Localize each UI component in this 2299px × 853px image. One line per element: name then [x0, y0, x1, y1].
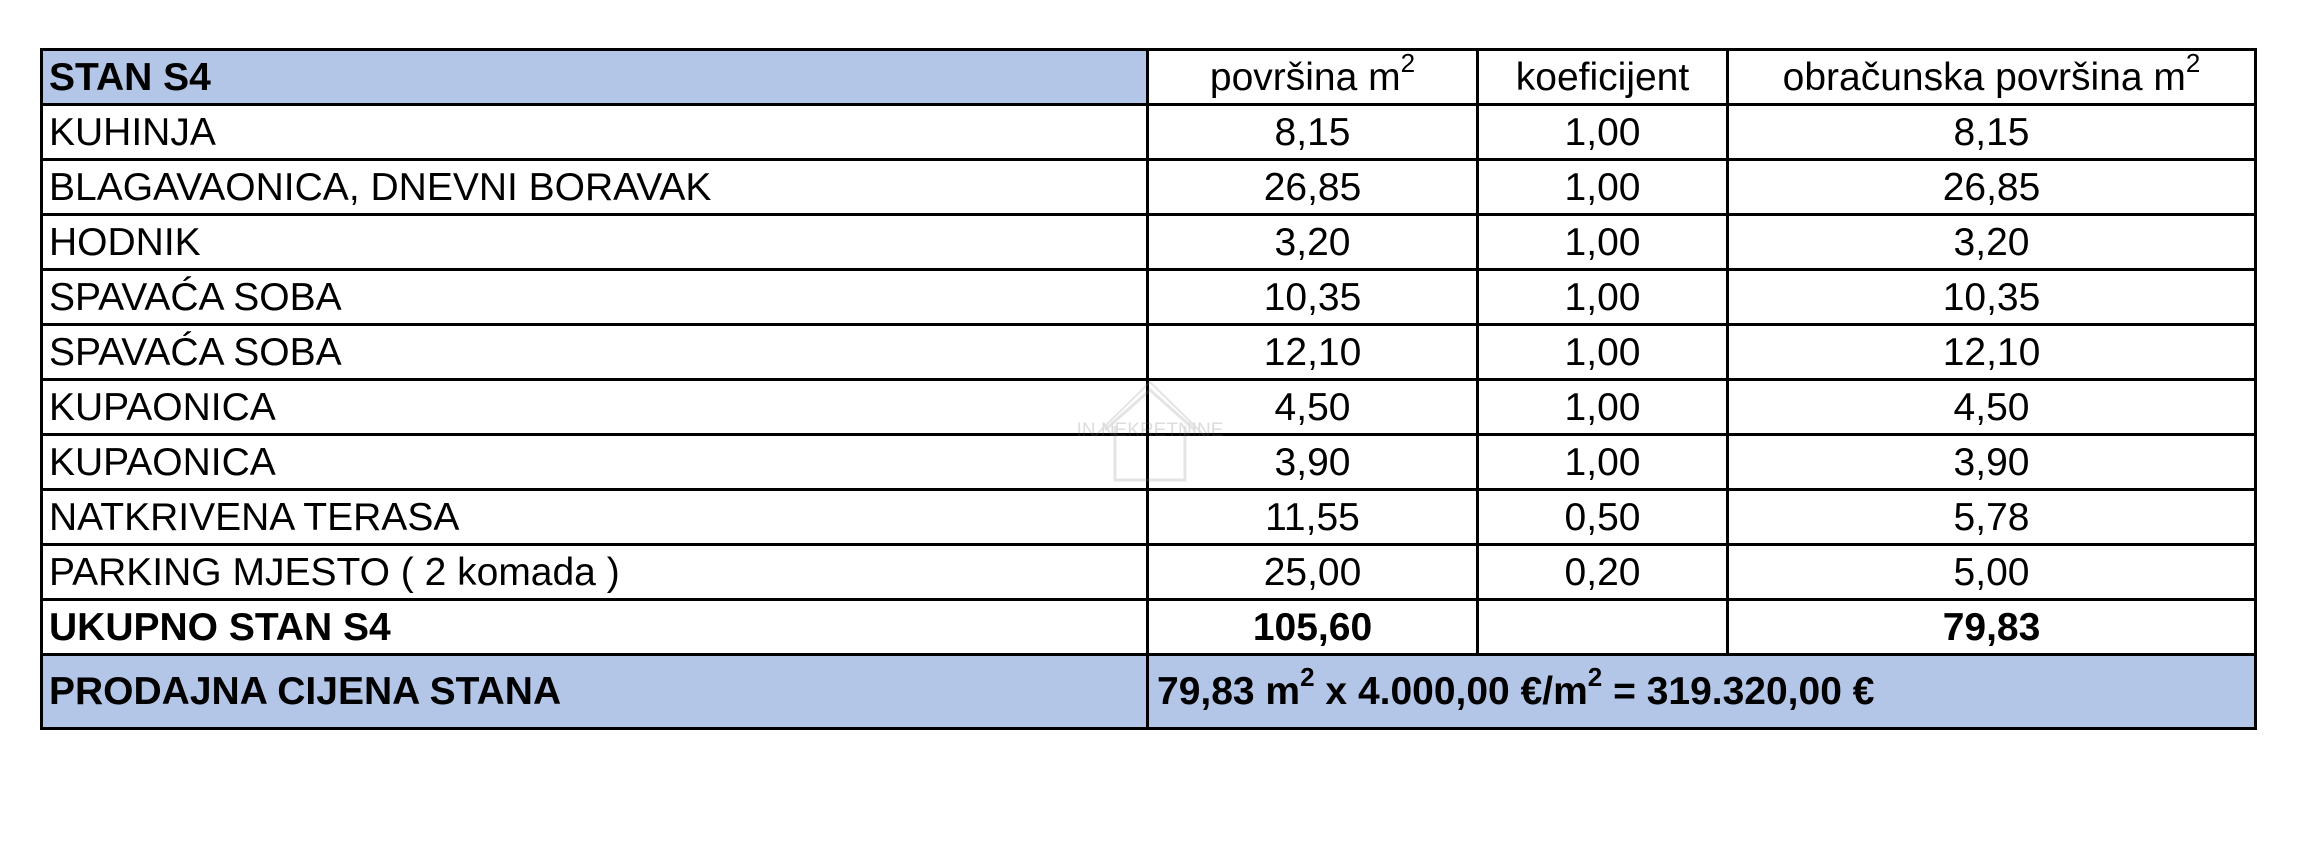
price-formula-part3: = 319.320,00 €	[1602, 670, 1875, 713]
watermark-text: IN NEKRETNINE	[1076, 420, 1224, 441]
column-header-area-label: površina m	[1209, 55, 1401, 99]
apartment-title: STAN S4	[42, 50, 1148, 105]
table-row	[42, 380, 2256, 435]
room-name: KUPAONICA	[42, 380, 1148, 435]
table-row	[42, 105, 2256, 160]
room-coefficient: 1,00	[1478, 105, 1728, 160]
room-name: KUPAONICA	[42, 435, 1148, 490]
table-row	[42, 435, 2256, 490]
room-coefficient: 1,00	[1478, 160, 1728, 215]
room-calc-area: 12,10	[1728, 325, 2256, 380]
total-coefficient	[1478, 600, 1728, 655]
header-row	[42, 50, 2256, 105]
column-header-coefficient: koeficijent	[1478, 50, 1728, 105]
room-coefficient: 1,00	[1478, 325, 1728, 380]
room-coefficient: 0,20	[1478, 545, 1728, 600]
price-formula-part1: 79,83 m	[1157, 670, 1301, 713]
table-row	[42, 215, 2256, 270]
room-area: 12,10	[1148, 325, 1478, 380]
room-area: 11,55	[1148, 490, 1478, 545]
price-formula-part2: x 4.000,00 €/m	[1314, 670, 1588, 713]
price-label: PRODAJNA CIJENA STANA	[42, 655, 1148, 729]
room-calc-area: 8,15	[1728, 105, 2256, 160]
table-row	[42, 160, 2256, 215]
column-header-area	[1148, 50, 1478, 105]
room-area: 3,90	[1148, 435, 1478, 490]
room-name: SPAVAĆA SOBA	[42, 325, 1148, 380]
room-calc-area: 10,35	[1728, 270, 2256, 325]
room-name: PARKING MJESTO ( 2 komada )	[42, 545, 1148, 600]
total-area: 105,60	[1148, 600, 1478, 655]
table-body	[42, 50, 2256, 729]
price-row	[42, 655, 2256, 729]
room-name: NATKRIVENA TERASA	[42, 490, 1148, 545]
room-calc-area: 5,00	[1728, 545, 2256, 600]
room-calc-area: 3,20	[1728, 215, 2256, 270]
room-coefficient: 1,00	[1478, 270, 1728, 325]
room-area: 8,15	[1148, 105, 1478, 160]
room-area: 26,85	[1148, 160, 1478, 215]
room-calc-area: 3,90	[1728, 435, 2256, 490]
room-calc-area: 5,78	[1728, 490, 2256, 545]
price-formula	[1148, 655, 2256, 729]
column-header-calc-area-sup: 2	[2185, 49, 2201, 78]
total-row	[42, 600, 2256, 655]
total-calc-area: 79,83	[1728, 600, 2256, 655]
room-coefficient: 1,00	[1478, 215, 1728, 270]
room-area: 10,35	[1148, 270, 1478, 325]
column-header-calc-area-label: obračunska površina m	[1782, 55, 2186, 99]
table-row	[42, 545, 2256, 600]
room-name: HODNIK	[42, 215, 1148, 270]
room-coefficient: 0,50	[1478, 490, 1728, 545]
room-calc-area: 4,50	[1728, 380, 2256, 435]
room-calc-area: 26,85	[1728, 160, 2256, 215]
room-area: 3,20	[1148, 215, 1478, 270]
room-name: BLAGAVAONICA, DNEVNI BORAVAK	[42, 160, 1148, 215]
room-coefficient: 1,00	[1478, 380, 1728, 435]
apartment-area-table	[40, 48, 2257, 730]
price-formula-sup2: 2	[1587, 662, 1603, 692]
room-area: 25,00	[1148, 545, 1478, 600]
table-row	[42, 270, 2256, 325]
room-area: 4,50	[1148, 380, 1478, 435]
table-row	[42, 490, 2256, 545]
column-header-area-sup: 2	[1400, 49, 1416, 78]
table-row	[42, 325, 2256, 380]
room-name: SPAVAĆA SOBA	[42, 270, 1148, 325]
price-formula-sup1: 2	[1300, 662, 1315, 692]
column-header-calc-area	[1728, 50, 2256, 105]
room-name: KUHINJA	[42, 105, 1148, 160]
total-label: UKUPNO STAN S4	[42, 600, 1148, 655]
room-coefficient: 1,00	[1478, 435, 1728, 490]
